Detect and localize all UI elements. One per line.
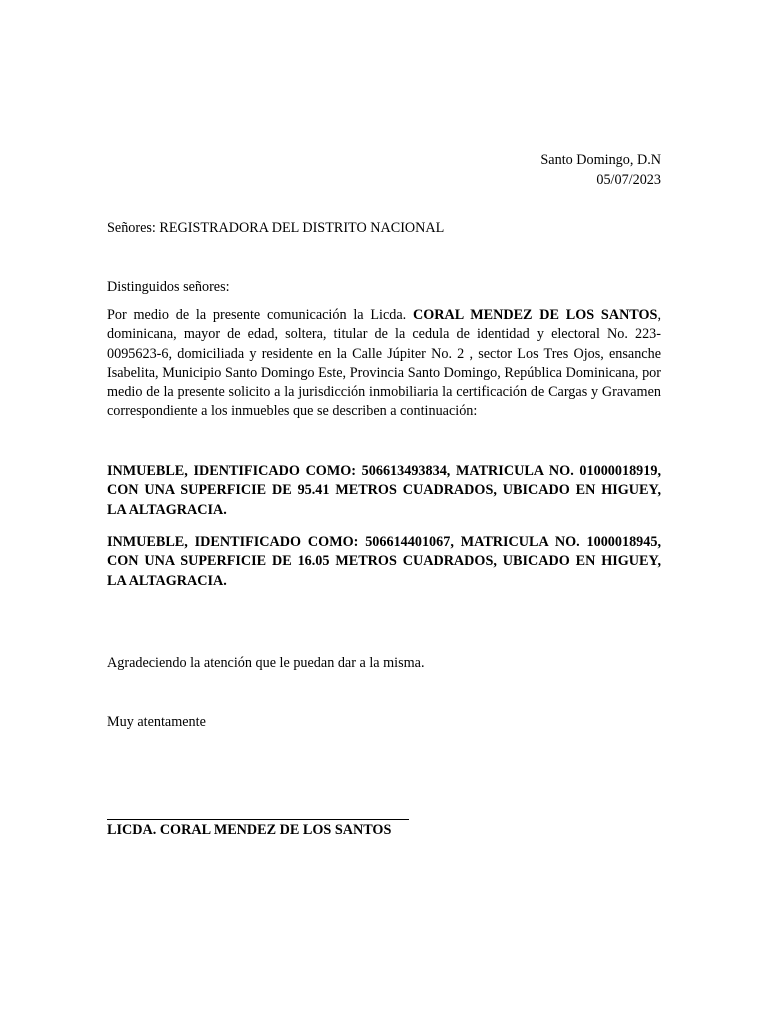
closing-thanks: Agradeciendo la atención que le puedan dar a la misma. <box>107 655 425 671</box>
body-person-name: CORAL MENDEZ DE LOS SANTOS <box>412 307 658 323</box>
property-item-1: INMUEBLE, IDENTIFICADO COMO: 506613493834, MATRICULA NO. 01000018919, CON UNA SUPERFICIE DE 95.41 METROS CUADRADOS, UBICADO EN HIGUEY, LA ALTAGRACIA. <box>107 463 661 518</box>
closing-signoff: Muy atentamente <box>107 714 206 730</box>
letter-header <box>540 150 661 190</box>
recipient-line: Señores: REGISTRADORA DEL DISTRITO NACIONAL <box>107 220 445 236</box>
header-date: 05/07/2023 <box>596 172 661 188</box>
salutation: Distinguidos señores: <box>107 279 230 295</box>
body-intro-prefix: Por medio de la presente comunicación la Licda. <box>107 307 413 323</box>
body-intro-rest: , dominicana, mayor de edad, soltera, titular de la cedula de identidad y electoral No. 223-0095623-6, domiciliada y residente en la Calle Júpiter No. 2 , sector Los Tres Ojos, ensanche Isabelita, Municipio Santo Domingo Este, Provincia Santo Domingo, República Dominicana, por medio de la presente solicito a la jurisdicción inmobiliaria la certificación de Cargas y Gravamen correspondiente a los inmuebles que se describen a continuación: <box>107 307 661 420</box>
property-item-2: INMUEBLE, IDENTIFICADO COMO: 506614401067, MATRICULA NO. 1000018945, CON UNA SUPERFICIE DE 16.05 METROS CUADRADOS, UBICADO EN HIGUEY, LA ALTAGRACIA. <box>107 534 661 589</box>
signature-name: LICDA. CORAL MENDEZ DE LOS SANTOS <box>107 822 392 838</box>
header-place: Santo Domingo, D.N <box>540 152 661 168</box>
body-paragraph <box>107 306 661 422</box>
